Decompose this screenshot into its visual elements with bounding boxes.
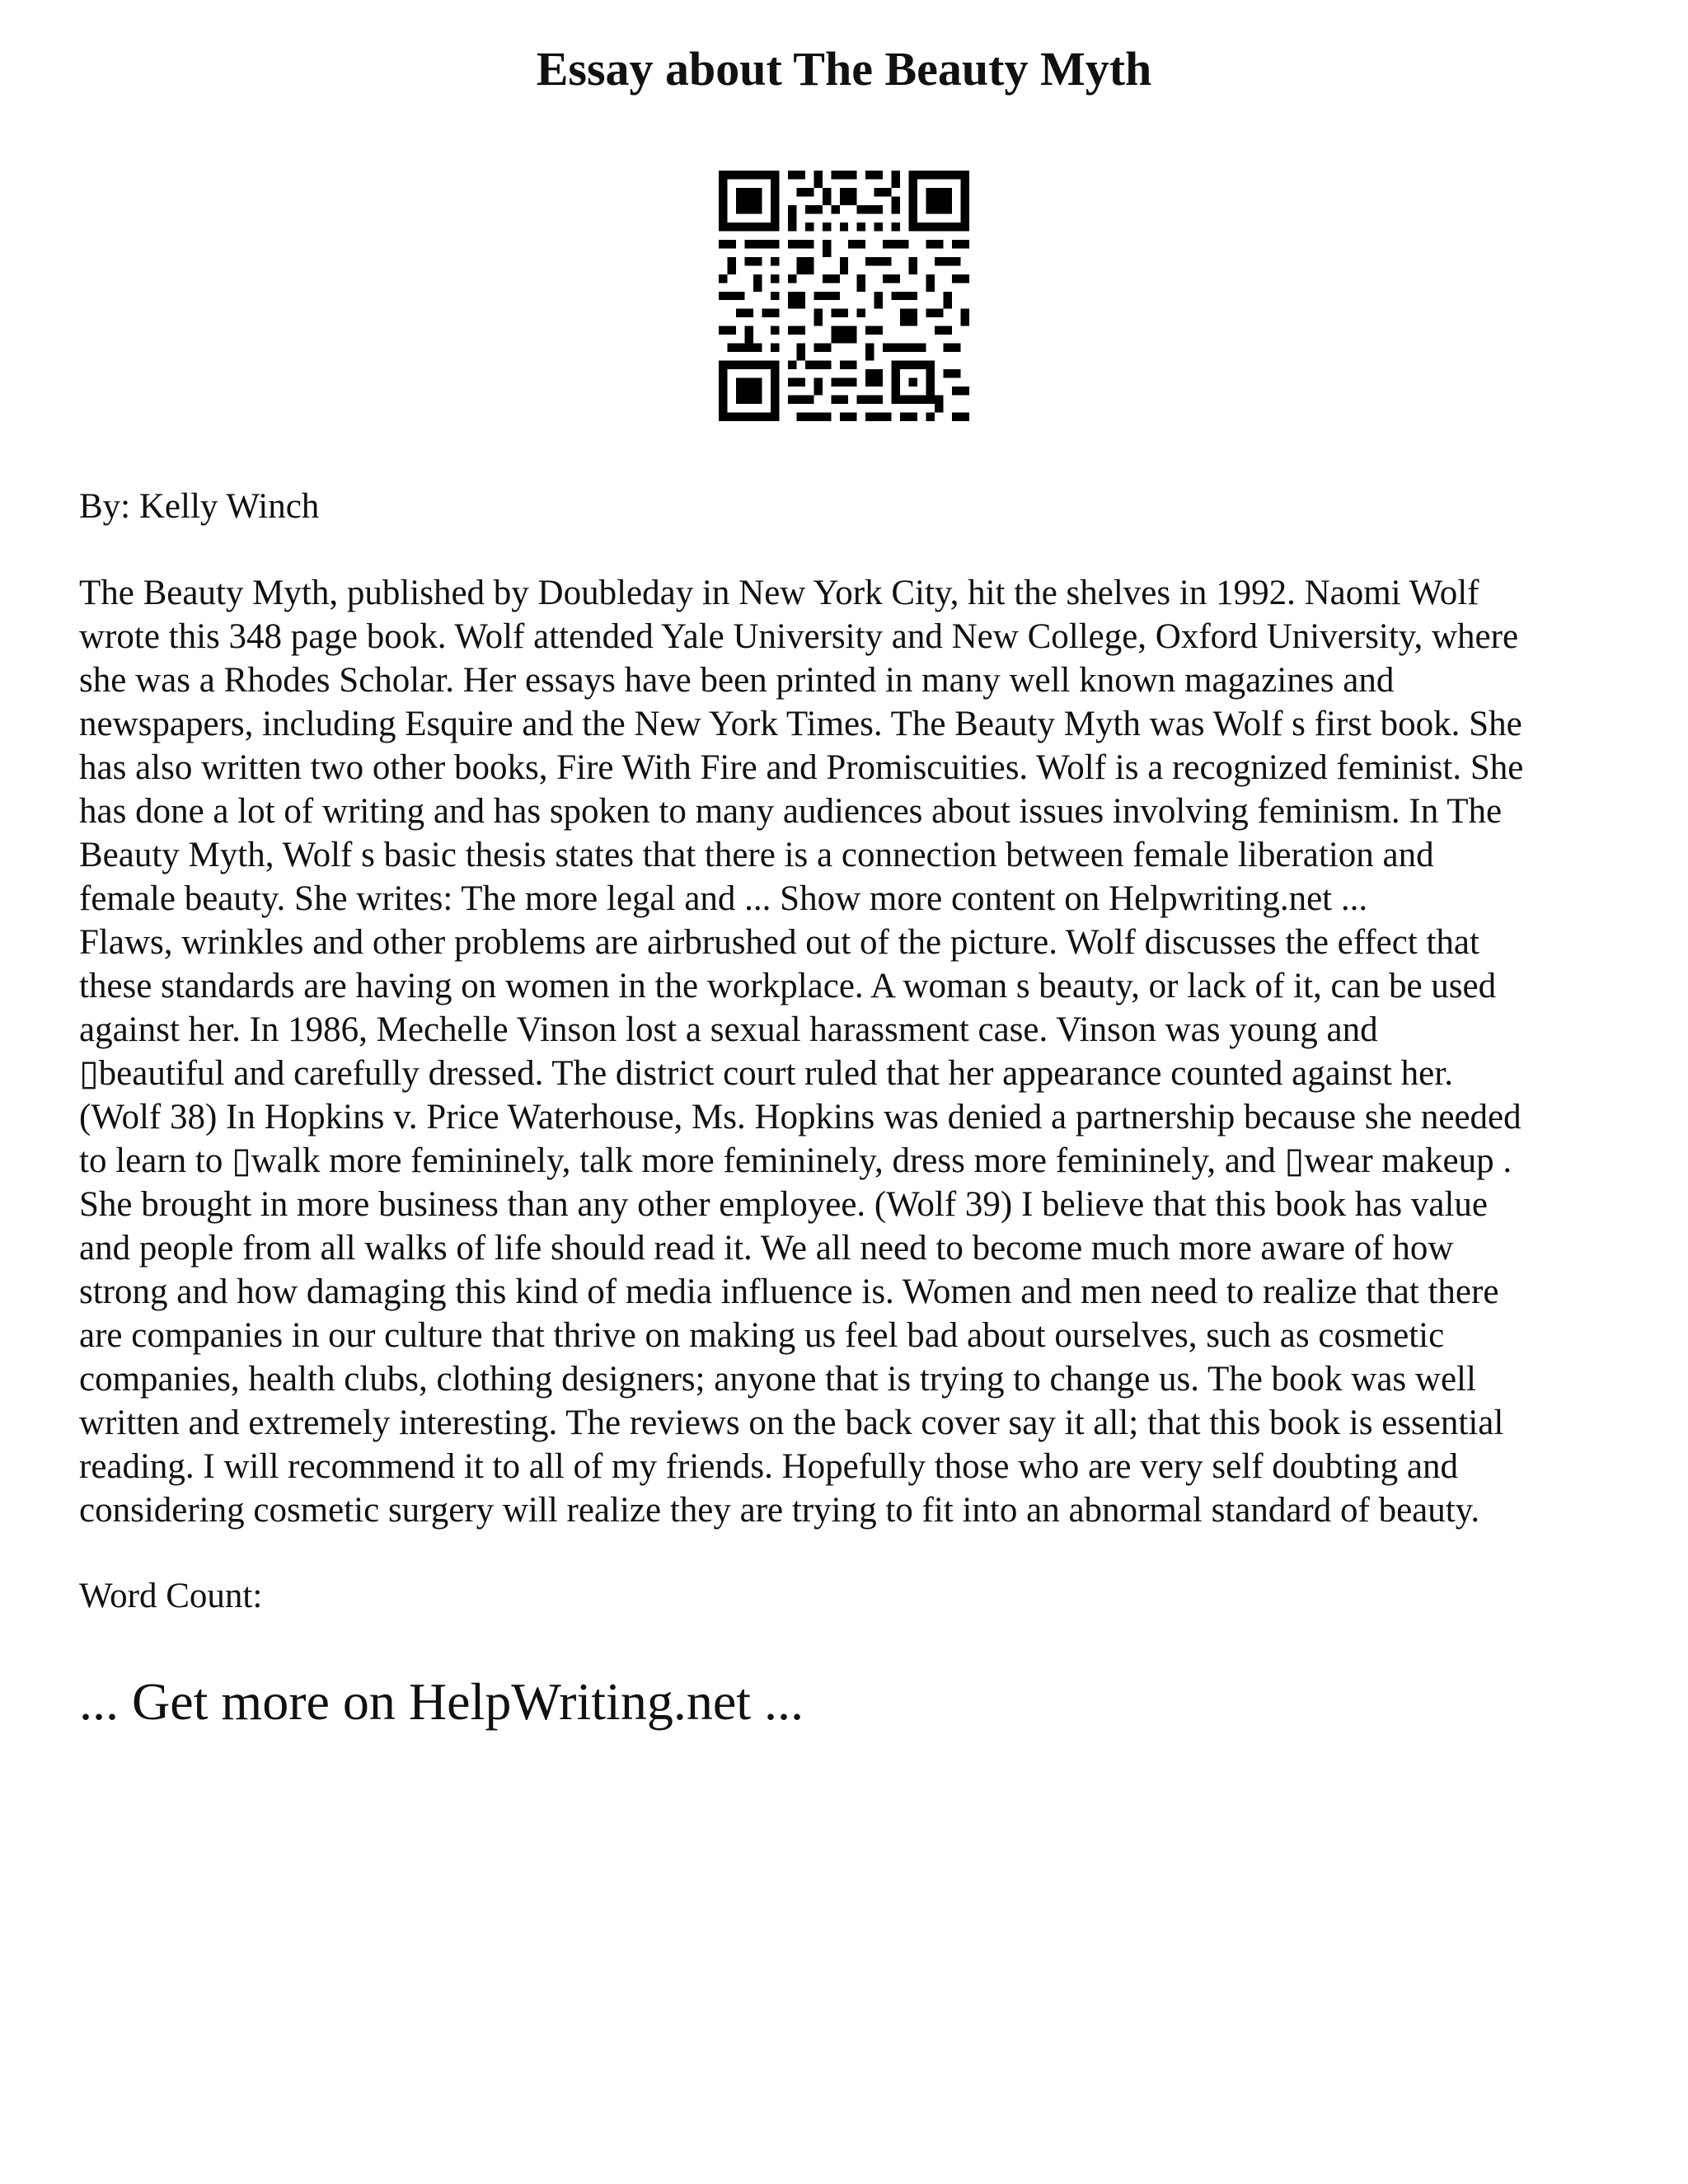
essay-body [79, 571, 1620, 1532]
body-line: Beauty Myth, Wolf s basic thesis states that there is a connection between female liberation and [79, 836, 1434, 874]
body-line: The Beauty Myth, published by Doubleday in New York City, hit the shelves in 1992. Naomi Wolf [79, 574, 1479, 612]
body-line: has done a lot of writing and has spoken to many audiences about issues involving feminism. In The [79, 792, 1503, 831]
get-more-link[interactable]: ... Get more on HelpWriting.net ... [79, 1672, 804, 1731]
body-line: wrote this 348 page book. Wolf attended Yale University and New College, Oxford University, where [79, 617, 1519, 656]
body-line: are companies in our culture that thrive on making us feel bad about ourselves, such as cosmetic [79, 1316, 1445, 1355]
body-line: considering cosmetic surgery will realize they are trying to fit into an abnormal standard of beauty. [79, 1491, 1480, 1530]
body-line: companies, health clubs, clothing designers; anyone that is trying to change us. The book was well [79, 1360, 1476, 1399]
body-line: reading. I will recommend it to all of my friends. Hopefully those who are very self doubting and [79, 1447, 1458, 1486]
body-line: female beauty. She writes: The more legal and ... Show more content on Helpwriting.net ... [79, 879, 1368, 918]
body-line: against her. In 1986, Mechelle Vinson lost a sexual harassment case. Vinson was young and [79, 1010, 1378, 1049]
body-line: newspapers, including Esquire and the New York Times. The Beauty Myth was Wolf s first book. She [79, 705, 1522, 743]
body-line: She brought in more business than any other employee. (Wolf 39) I believe that this book has value [79, 1185, 1488, 1224]
page-title: Essay about The Beauty Myth [536, 42, 1152, 96]
body-line: ▯beautiful and carefully dressed. The district court ruled that her appearance counted against her. [79, 1054, 1453, 1093]
body-line: to learn to ▯walk more femininely, talk more femininely, dress more femininely, and ▯wear makeup . [79, 1141, 1512, 1180]
qr-code-icon [719, 171, 969, 421]
body-line: (Wolf 38) In Hopkins v. Price Waterhouse, Ms. Hopkins was denied a partnership because she needed [79, 1098, 1522, 1137]
qr-code-image [719, 171, 969, 421]
body-line: written and extremely interesting. The reviews on the back cover say it all; that this book is essential [79, 1404, 1504, 1442]
body-line: and people from all walks of life should read it. We all need to become much more aware of how [79, 1229, 1454, 1268]
body-line: she was a Rhodes Scholar. Her essays have been printed in many well known magazines and [79, 661, 1395, 700]
word-count-label: Word Count: [79, 1577, 263, 1615]
body-line: strong and how damaging this kind of media influence is. Women and men need to realize that there [79, 1272, 1499, 1311]
body-line: Flaws, wrinkles and other problems are airbrushed out of the picture. Wolf discusses the effect that [79, 923, 1479, 962]
author-line: By: Kelly Winch [79, 487, 320, 526]
body-line: has also written two other books, Fire With Fire and Promiscuities. Wolf is a recognized feminist. She [79, 748, 1524, 787]
body-line: these standards are having on women in the workplace. A woman s beauty, or lack of it, can be used [79, 967, 1497, 1005]
